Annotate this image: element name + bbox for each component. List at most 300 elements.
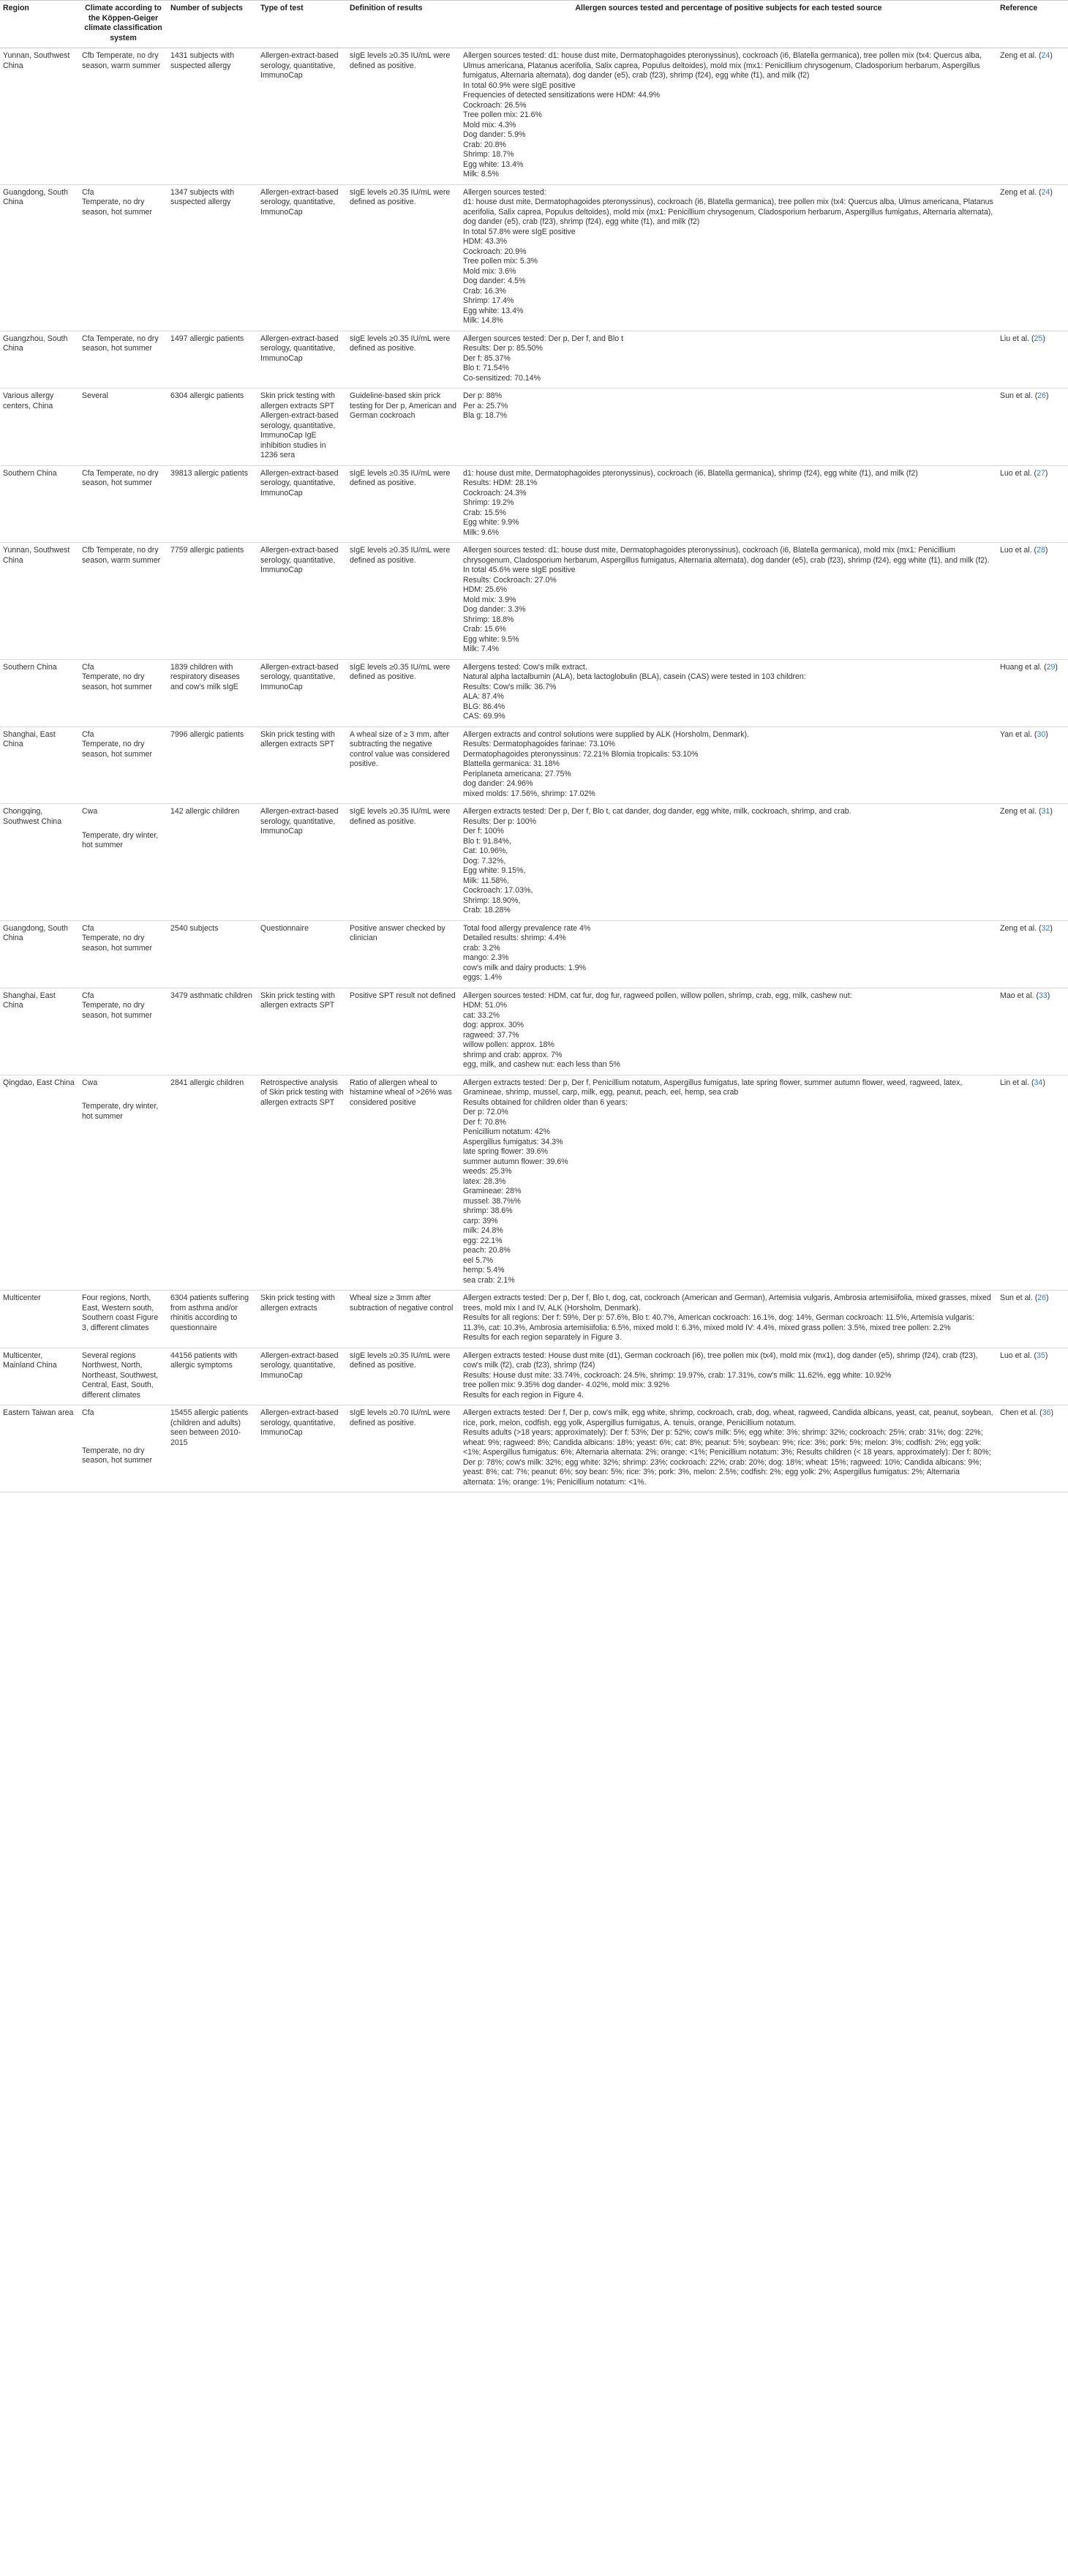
result-line: Der f: 100%	[463, 827, 504, 835]
climate-line: Cfa	[82, 923, 94, 933]
cell-subjects: 44156 patients with allergic symptoms	[168, 1348, 257, 1405]
table-body	[0, 48, 1068, 1492]
result-line: mango: 2.3%	[463, 953, 509, 962]
result-line: HDM: 43.3%	[463, 237, 508, 246]
cell-region: Shanghai, East China	[0, 988, 79, 1075]
cell-region: Various allergy centers, China	[0, 388, 79, 466]
table-row	[0, 1075, 1068, 1291]
climate-spacer	[82, 817, 165, 831]
climate-line: Cwa	[82, 1078, 98, 1087]
cell-definition: Ratio of allergen wheal to histamine wheal of >26% was considered positive	[347, 1075, 460, 1291]
cell-results	[460, 920, 997, 988]
cell-test-type: Skin prick testing with allergen extracts SPT	[257, 726, 347, 804]
result-line: Periplaneta americana: 27.75%	[463, 769, 571, 778]
result-line: Allergen sources tested:	[463, 187, 546, 197]
result-line: peach: 20.8%	[463, 1246, 511, 1255]
cell-test-type: Allergen-extract-based serology, quantitative, ImmunoCap	[257, 659, 347, 726]
reference-author: Huang et al. (	[1000, 662, 1047, 672]
cell-climate	[79, 543, 168, 660]
cell-reference	[997, 184, 1068, 331]
cell-definition: sIgE levels ≥0.35 IU/mL were defined as positive.	[347, 184, 460, 331]
cell-results	[460, 1405, 997, 1492]
climate-line: Cfa Temperate, no dry season, hot summer	[82, 468, 159, 487]
reference-author: Zeng et al. (	[1000, 923, 1042, 933]
result-line: Blo t: 71.54%	[463, 364, 510, 372]
result-line: Tree pollen mix: 21.6%	[463, 110, 542, 119]
climate-line: Temperate, no dry season, hot summer	[82, 672, 152, 691]
result-line: Results: Cow's milk: 36.7%	[463, 682, 557, 691]
cell-results	[460, 184, 997, 331]
result-line: Crab: 20.8%	[463, 140, 506, 149]
climate-line: Cwa	[82, 807, 98, 816]
reference-close: )	[1050, 51, 1053, 60]
result-line: Bla g: 18.7%	[463, 411, 508, 420]
result-line: In total 60.9% were sIgE positive	[463, 80, 576, 90]
cell-test-type: Allergen-extract-based serology, quantitative, ImmunoCap	[257, 48, 347, 185]
result-line: d1: house dust mite, Dermatophagoides pteronyssinus), cockroach (i6, Blatella germanica), tree pollen mix (tx4: Quercus alba, Ulmus americana, Platanus acerifolia, Salix caprea, Populus deltoides), mold mix (mx1: Penicillium chrysogenum, Cladosporium herbarum, Aspergillus fumigatus, Alternaria alternata), dog dander (e5), crab (f23), shrimp (f24), egg white (f1), and milk (f2)	[463, 198, 993, 226]
cell-definition: sIgE levels ≥0.35 IU/mL were defined as positive.	[347, 659, 460, 726]
result-line: sea crab: 2.1%	[463, 1275, 515, 1285]
reference-link[interactable]: 31	[1041, 807, 1050, 816]
result-line: Allergen extracts tested: House dust mite (d1), German cockroach (i6), tree pollen mix (tx4), mold mix (mx1), dog dander (e5), shrimp (f24), crab (f23), cow's milk (f2), crab (f23), shrimp (f24)	[463, 1351, 978, 1370]
result-line: Tree pollen mix: 5.3%	[463, 257, 538, 266]
cell-test-type: Allergen-extract-based serology, quantitative, ImmunoCap	[257, 1348, 347, 1405]
climate-line: Temperate, no dry season, hot summer	[82, 198, 152, 217]
reference-author: Chen et al. (	[1000, 1408, 1042, 1417]
table-row	[0, 1348, 1068, 1405]
header-test-type: Type of test	[257, 1, 347, 48]
cell-reference	[997, 1348, 1068, 1405]
cell-definition: sIgE levels ≥0.35 IU/mL were defined as positive.	[347, 1348, 460, 1405]
result-line: Cockroach: 26.5%	[463, 100, 527, 110]
cell-reference	[997, 726, 1068, 804]
result-line: Per a: 25.7%	[463, 401, 508, 410]
cell-definition: A wheal size of ≥ 3 mm, after subtracting the negative control value was considered positive.	[347, 726, 460, 804]
result-line: d1: house dust mite, Dermatophagoides pteronyssinus), cockroach (i6, Blatella germanica), shrimp (f24), egg white (f1), and milk (f2)	[463, 468, 918, 478]
result-line: CAS: 69.9%	[463, 712, 505, 721]
climate-line: Cfb Temperate, no dry season, warm summer	[82, 546, 161, 565]
result-line: Allergen sources tested: Der p, Der f, and Blo t	[463, 334, 624, 343]
climate-spacer	[82, 1419, 165, 1432]
result-line: Allergen extracts tested: Der p, Der f, Blo t, cat dander, dog dander, egg white, milk, cockroach, shrimp, and crab.	[463, 807, 851, 816]
result-line: Cockroach: 20.9%	[463, 247, 527, 256]
climate-line: Cfa	[82, 729, 94, 739]
cell-region: Chongqing, Southwest China	[0, 804, 79, 921]
table-row	[0, 465, 1068, 543]
reference-author: Zeng et al. (	[1000, 51, 1042, 60]
table-row	[0, 388, 1068, 466]
result-line: HDM: 51.0%	[463, 1001, 508, 1010]
cell-definition: sIgE levels ≥0.35 IU/mL were defined as positive.	[347, 331, 460, 388]
cell-reference	[997, 988, 1068, 1075]
reference-link[interactable]: 25	[1034, 334, 1043, 343]
reference-close: )	[1045, 546, 1048, 555]
table-row	[0, 184, 1068, 331]
cell-test-type: Allergen-extract-based serology, quantitative, ImmunoCap	[257, 184, 347, 331]
table-row	[0, 988, 1068, 1075]
result-line: Results: Der p: 100%	[463, 816, 537, 826]
result-line: Natural alpha lactalbumin (ALA), beta lactoglobulin (BLA), casein (CAS) were tested in 103 children:	[463, 672, 806, 681]
reference-close: )	[1050, 807, 1053, 816]
reference-author: Sun et al. (	[1000, 391, 1038, 400]
result-line: Results: HDM: 28.1%	[463, 478, 538, 487]
result-line: cat: 33.2%	[463, 1010, 500, 1020]
cell-subjects: 1497 allergic patients	[168, 331, 257, 388]
cell-test-type: Allergen-extract-based serology, quantitative, ImmunoCap	[257, 543, 347, 660]
climate-line: Four regions, North, East, Western south, Southern coast Figure 3, different climates	[82, 1293, 159, 1332]
cell-region: Guangdong, South China	[0, 920, 79, 988]
cell-test-type: Questionnaire	[257, 920, 347, 988]
result-line: Shrimp: 18.7%	[463, 150, 514, 159]
result-line: eggs: 1.4%	[463, 973, 503, 982]
reference-link[interactable]: 26	[1037, 391, 1047, 400]
result-line: Allergens tested: Cow's milk extract.	[463, 662, 587, 672]
cell-results	[460, 331, 997, 388]
result-line: Allergen sources tested: d1: house dust mite, Dermatophagoides pteronyssinus), cockroach (i6, Blatella germanica), mold mix (mx1: Penicillium chrysogenum, Cladosporium herbarum, Aspergillus fumigatus, Alternaria alternata), dog dander (e5), crab (f23), shrimp (f24), egg white (f1), and milk (f2).	[463, 546, 990, 565]
cell-reference	[997, 543, 1068, 660]
reference-author: Zeng et al. (	[1000, 187, 1042, 197]
result-line: Shrimp: 18.90%,	[463, 895, 521, 905]
reference-close: )	[1042, 334, 1045, 343]
reference-link[interactable]: 35	[1037, 1351, 1045, 1360]
result-line: Allergen extracts and control solutions were supplied by ALK (Horsholm, Denmark).	[463, 729, 749, 739]
result-line: Shrimp: 18.8%	[463, 615, 514, 624]
result-line: Dog dander: 4.5%	[463, 277, 526, 285]
reference-link[interactable]: 24	[1041, 187, 1050, 197]
reference-link[interactable]: 29	[1046, 662, 1056, 672]
result-line: dog: approx. 30%	[463, 1021, 524, 1029]
result-line: Detailed results: shrimp: 4.4%	[463, 934, 566, 942]
result-line: Shrimp: 17.4%	[463, 296, 514, 305]
result-line: milk: 24.8%	[463, 1226, 503, 1235]
cell-region: Shanghai, East China	[0, 726, 79, 804]
reference-close: )	[1045, 1351, 1048, 1360]
cell-results	[460, 543, 997, 660]
reference-link[interactable]: 36	[1042, 1408, 1051, 1417]
climate-line: Several regions Northwest, North, Northeast, Southwest, Central, East, South, different climates	[82, 1351, 159, 1400]
result-line: Allergen extracts tested: Der f, Der p, cow's milk, egg white, shrimp, cockroach, crab, dog, wheat, ragweed, Candida albicans, yeast, cat, peanut, soybean, rice, pork, melon, codfish, egg yolk, Aspergillus fumigatus, A. tenuis, orange, Penicillium notatum.	[463, 1408, 993, 1427]
result-line: In total 45.6% were sIgE positive	[463, 566, 576, 574]
result-line: mussel: 38.7%%	[463, 1196, 521, 1206]
climate-line: Cfa Temperate, no dry season, hot summer	[82, 334, 159, 353]
cell-test-type: Allergen-extract-based serology, quantitative, ImmunoCap	[257, 804, 347, 921]
cell-reference	[997, 920, 1068, 988]
reference-author: Yan et al. (	[1000, 729, 1037, 739]
result-line: Dog: 7.32%,	[463, 856, 506, 865]
result-line: Total food allergy prevalence rate 4%	[463, 923, 591, 933]
table-row	[0, 726, 1068, 804]
header-climate: Climate according to the Köppen-Geiger climate classification system	[79, 1, 168, 48]
result-line: Results: Dermatophagoides farinae: 73.10%	[463, 740, 615, 748]
cell-region: Southern China	[0, 465, 79, 543]
reference-link[interactable]: 33	[1039, 991, 1048, 1000]
result-line: Shrimp: 19.2%	[463, 498, 514, 507]
cell-results	[460, 988, 997, 1075]
reference-author: Mao et al. (	[1000, 991, 1039, 1000]
cell-results	[460, 48, 997, 185]
climate-line: Temperate, no dry season, hot summer	[82, 934, 152, 953]
result-line: Crab: 18.28%	[463, 906, 511, 915]
result-line: Egg white: 13.4%	[463, 159, 524, 169]
cell-reference	[997, 465, 1068, 543]
result-line: Crab: 16.3%	[463, 286, 506, 296]
cell-test-type: Skin prick testing with allergen extracts SPT Allergen-extract-based serology, quantitative, ImmunoCap IgE inhibition studies in 1236 sera	[257, 388, 347, 466]
result-line: Aspergillus fumigatus: 34.3%	[463, 1137, 563, 1146]
cell-subjects: 15455 allergic patients (children and adults) seen between 2010-2015	[168, 1405, 257, 1492]
result-line: Mold mix: 3.6%	[463, 266, 516, 276]
result-line: Results obtained for children older than 6 years:	[463, 1097, 628, 1107]
cell-definition: Wheal size ≥ 3mm after subtraction of negative control	[347, 1291, 460, 1348]
climate-line: Cfa	[82, 1408, 94, 1417]
cell-subjects: 2540 subjects	[168, 920, 257, 988]
cell-climate	[79, 48, 168, 185]
result-line: Gramineae: 28%	[463, 1187, 522, 1195]
reference-link[interactable]: 28	[1037, 546, 1045, 555]
reference-link[interactable]: 32	[1041, 923, 1050, 933]
result-line: Results: House dust mite: 33.74%, cockroach: 24.5%, shrimp: 19.97%, crab: 17.31%, cow's milk: 11.62%, egg white: 10.92%	[463, 1370, 892, 1380]
climate-line: Temperate, no dry season, hot summer	[82, 1446, 152, 1465]
table-row	[0, 1405, 1068, 1492]
reference-close: )	[1046, 391, 1049, 400]
reference-close: )	[1046, 1293, 1049, 1302]
result-line: Dog dander: 3.3%	[463, 605, 526, 614]
reference-link[interactable]: 30	[1037, 729, 1046, 739]
reference-author: Luo et al. (	[1000, 468, 1037, 478]
cell-subjects: 3479 asthmatic children	[168, 988, 257, 1075]
cell-region: Eastern Taiwan area	[0, 1405, 79, 1492]
cell-test-type: Retrospective analysis of Skin prick testing with allergen extracts SPT	[257, 1075, 347, 1291]
result-line: Milk: 11.58%,	[463, 876, 509, 885]
cell-region: Guangzhou, South China	[0, 331, 79, 388]
reference-author: Sun et al. (	[1000, 1293, 1038, 1302]
result-line: carp: 39%	[463, 1216, 498, 1225]
result-line: Milk: 7.4%	[463, 645, 499, 653]
table-row	[0, 331, 1068, 388]
climate-line: Cfa	[82, 991, 94, 1000]
climate-line: Several	[82, 391, 108, 400]
result-line: latex: 28.3%	[463, 1176, 506, 1186]
result-line: eel 5.7%	[463, 1255, 494, 1265]
cell-definition: sIgE levels ≥0.35 IU/mL were defined as positive.	[347, 465, 460, 543]
result-line: Dog dander: 5.9%	[463, 130, 526, 139]
cell-test-type: Allergen-extract-based serology, quantitative, ImmunoCap	[257, 331, 347, 388]
cell-reference	[997, 1075, 1068, 1291]
cell-reference	[997, 388, 1068, 466]
reference-close: )	[1055, 662, 1058, 672]
result-line: egg, milk, and cashew nut: each less than 5%	[463, 1060, 620, 1069]
result-line: Crab: 15.5%	[463, 508, 506, 517]
cell-definition: Positive answer checked by clinician	[347, 920, 460, 988]
cell-climate	[79, 804, 168, 921]
cell-climate	[79, 1291, 168, 1348]
table-row	[0, 48, 1068, 185]
result-line: Allergen sources tested: HDM, cat fur, dog fur, ragweed pollen, willow pollen, shrimp, crab, egg, milk, cashew nut:	[463, 991, 852, 1000]
result-line: In total 57.8% were sIgE positive	[463, 227, 576, 236]
result-line: Results: Cockroach: 27.0%	[463, 575, 557, 585]
result-line: Egg white: 9.9%	[463, 518, 519, 527]
cell-region: Qingdao, East China	[0, 1075, 79, 1291]
cell-region: Yunnan, Southwest China	[0, 48, 79, 185]
cell-definition: sIgE levels ≥0.70 IU/mL were defined as positive.	[347, 1405, 460, 1492]
climate-spacer	[82, 1432, 165, 1446]
result-line: Der p: 72.0%	[463, 1108, 508, 1116]
climate-line: Cfa	[82, 187, 94, 197]
cell-definition: sIgE levels ≥0.35 IU/mL were defined as positive.	[347, 48, 460, 185]
reference-link[interactable]: 26	[1037, 1293, 1047, 1302]
cell-results	[460, 465, 997, 543]
reference-close: )	[1045, 468, 1048, 478]
cell-climate	[79, 331, 168, 388]
cell-test-type: Skin prick testing with allergen extracts SPT	[257, 988, 347, 1075]
cell-reference	[997, 659, 1068, 726]
cell-climate	[79, 659, 168, 726]
result-line: Crab: 15.6%	[463, 625, 506, 634]
reference-close: )	[1050, 187, 1053, 197]
result-line: Results: Der p: 85.50%	[463, 344, 543, 353]
reference-link[interactable]: 34	[1034, 1078, 1043, 1087]
result-line: Milk: 8.5%	[463, 170, 499, 179]
climate-line: Cfb Temperate, no dry season, warm summer	[82, 51, 161, 70]
cell-region: Guangdong, South China	[0, 184, 79, 331]
cell-climate	[79, 1405, 168, 1492]
cell-test-type: Allergen-extract-based serology, quantitative, ImmunoCap	[257, 1405, 347, 1492]
cell-reference	[997, 804, 1068, 921]
cell-reference	[997, 1291, 1068, 1348]
reference-author: Luo et al. (	[1000, 546, 1037, 555]
cell-climate	[79, 920, 168, 988]
cell-results	[460, 388, 997, 466]
cell-subjects: 1431 subjects with suspected allergy	[168, 48, 257, 185]
reference-link[interactable]: 24	[1041, 51, 1050, 60]
climate-line: Temperate, dry winter, hot summer	[82, 830, 159, 849]
cell-subjects: 6304 patients suffering from asthma and/or rhinitis according to questionnaire	[168, 1291, 257, 1348]
cell-subjects: 6304 allergic patients	[168, 388, 257, 466]
result-line: Egg white: 9.15%,	[463, 866, 526, 875]
cell-definition: sIgE levels ≥0.35 IU/mL were defined as positive.	[347, 543, 460, 660]
cell-region: Multicenter, Mainland China	[0, 1348, 79, 1405]
result-line: Der f: 85.37%	[463, 353, 511, 363]
result-line: Dermatophagoides pteronyssinus: 72.21% Blomia tropicalis: 53.10%	[463, 749, 699, 759]
result-line: Cat: 10.96%,	[463, 846, 508, 855]
table-row	[0, 1291, 1068, 1348]
climate-line: Cfa	[82, 662, 94, 672]
result-line: BLG: 86.4%	[463, 702, 505, 711]
cell-subjects: 39813 allergic patients	[168, 465, 257, 543]
table-row	[0, 543, 1068, 660]
reference-link[interactable]: 27	[1037, 468, 1045, 478]
result-line: shrimp and crab: approx. 7%	[463, 1050, 563, 1059]
reference-close: )	[1045, 729, 1048, 739]
result-line: Mold mix: 4.3%	[463, 120, 516, 129]
cell-results	[460, 726, 997, 804]
header-row	[0, 1, 1068, 48]
reference-author: Lin et al. (	[1000, 1078, 1034, 1087]
result-line: Milk: 9.6%	[463, 527, 499, 537]
cell-subjects: 7996 allergic patients	[168, 726, 257, 804]
cell-climate	[79, 465, 168, 543]
table-row	[0, 920, 1068, 988]
reference-author: Liu et al. (	[1000, 334, 1034, 343]
cell-region: Yunnan, Southwest China	[0, 543, 79, 660]
cell-results	[460, 659, 997, 726]
result-line: crab: 3.2%	[463, 943, 500, 953]
cell-climate	[79, 988, 168, 1075]
header-reference: Reference	[997, 1, 1068, 48]
result-line: Frequencies of detected sensitizations were HDM: 44.9%	[463, 91, 661, 99]
result-line: Results for each region in Figure 4.	[463, 1390, 584, 1400]
result-line: Der p: 88%	[463, 391, 502, 400]
result-line: Results for each region separately in Figure 3.	[463, 1333, 622, 1342]
cell-definition: Positive SPT result not defined	[347, 988, 460, 1075]
climate-spacer	[82, 1088, 165, 1102]
result-line: Egg white: 13.4%	[463, 306, 524, 315]
result-line: Blo t: 91.84%,	[463, 836, 511, 846]
result-line: Cockroach: 24.3%	[463, 488, 527, 497]
result-line: Egg white: 9.5%	[463, 634, 519, 644]
reference-author: Zeng et al. (	[1000, 807, 1042, 816]
cell-reference	[997, 48, 1068, 185]
result-line: Results for all regions: Der f: 59%, Der p: 57.6%, Blo t: 40.7%, American cockroach: 16.1%, dog: 14%, German cockroach: 11.5%, Artemisia vulgaris: 11.3%, cat: 10.3%, Ambrosia artemisiifolia: 6.5%, mixed mold I: 6.3%, mixed mold IV: 4.4%, mixed grass pollen: 3.5%, mixed tree pollen: 2.2%	[463, 1313, 974, 1332]
result-line: shrimp: 38.6%	[463, 1206, 513, 1215]
result-line: Mold mix: 3.9%	[463, 595, 516, 604]
reference-close: )	[1047, 991, 1050, 1000]
cell-reference	[997, 331, 1068, 388]
cell-climate	[79, 726, 168, 804]
result-line: hemp: 5.4%	[463, 1266, 505, 1274]
cell-test-type: Allergen-extract-based serology, quantitative, ImmunoCap	[257, 465, 347, 543]
table-row	[0, 804, 1068, 921]
cell-subjects: 142 allergic children	[168, 804, 257, 921]
climate-line: Temperate, no dry season, hot summer	[82, 1001, 152, 1020]
result-line: cow's milk and dairy products: 1.9%	[463, 963, 587, 972]
header-region: Region	[0, 1, 79, 48]
result-line: Blattella germanica: 31.18%	[463, 759, 560, 768]
cell-climate	[79, 184, 168, 331]
result-line: tree pollen mix: 9.35% dog dander- 4.02%, mold mix: 3.92%	[463, 1381, 670, 1389]
cell-subjects: 1347 subjects with suspected allergy	[168, 184, 257, 331]
cell-results	[460, 1348, 997, 1405]
result-line: egg: 22.1%	[463, 1236, 503, 1245]
cell-test-type: Skin prick testing with allergen extracts	[257, 1291, 347, 1348]
result-line: Der f: 70.8%	[463, 1117, 506, 1127]
result-line: Milk: 14.8%	[463, 316, 503, 325]
cell-results	[460, 1075, 997, 1291]
cell-subjects: 2841 allergic children	[168, 1075, 257, 1291]
result-line: weeds: 25.3%	[463, 1167, 512, 1176]
header-results: Allergen sources tested and percentage of positive subjects for each tested source	[460, 1, 997, 48]
cell-definition: sIgE levels ≥0.35 IU/mL were defined as positive.	[347, 804, 460, 921]
result-line: HDM: 25.6%	[463, 585, 508, 594]
result-line: summer autumn flower: 39.6%	[463, 1157, 568, 1166]
result-line: Allergen sources tested: d1: house dust mite, Dermatophagoides pteronyssinus), cockroach (i6, Blatella germanica), tree pollen mix (tx4: Quercus alba, Ulmus americana, Platanus acerifolia, Salix caprea, Populus deltoides), mold mix (mx1: Penicillium chrysogenum, Cladosporium herbarum, Aspergillus fumigatus, Alternaria alternata), dog dander (e5), crab (f23), shrimp (f24), egg white (f1), and milk (f2)	[463, 51, 982, 80]
cell-results	[460, 1291, 997, 1348]
reference-close: )	[1050, 1408, 1054, 1417]
cell-definition: Guideline-based skin prick testing for Der p, American and German cockroach	[347, 388, 460, 466]
cell-climate	[79, 1075, 168, 1291]
reference-close: )	[1050, 923, 1053, 933]
climate-line: Temperate, no dry season, hot summer	[82, 740, 152, 759]
result-line: mixed molds: 17.56%, shrimp: 17.02%	[463, 789, 595, 798]
cell-climate	[79, 388, 168, 466]
result-line: Allergen extracts tested: Der p, Der f, Penicillium notatum, Aspergillus fumigatus, late spring flower, summer autumn flower, weed, ragweed, latex, Gramineae, shrimp, mussel, carp, milk, egg, peanut, peach, eel, hemp, sea crab	[463, 1078, 963, 1097]
cell-subjects: 1839 children with respiratory diseases and cow's milk sIgE	[168, 659, 257, 726]
result-line: Results adults (>18 years; approximately): Der f: 53%; Der p: 52%; cow's milk: 5%; egg white: 3%; shrimp: 32%; cockroach: 25%; crab: 31%; dog: 22%; wheat: 9%; ragweed: 8%; Candida albicans: 18%; yeast: 6%; cat: 8%; peanut: 5%; soybean: 9%; rice: 3%; pork: 5%; melon: 3%; codfish: 2%; egg yolk: <1%; Aspergillus fumigatus: 6%; Alternaria alternata: 2%; orange: <1%; Penicillium notatum: 3%; Results children (< 18 years, approximately): Der f: 80%; Der p: 78%; cow's milk: 32%; egg white: 32%; shrimp: 23%; cockroach: 22%; crab: 20%; dog: 18%; wheat: 15%; ragweed: 10%; Candida albicans: 9%; yeast: 8%; cat: 7%; peanut: 6%; soy bean: 5%; rice: 3%; pork: 3%, melon: 2.5%; codfish: 2%; egg yolk: 2%; Aspergillus fumigatus: 2%; Alternaria alternata: 1%; orange: 1%; Penicillium notatum: <1%.	[463, 1428, 991, 1487]
cell-results	[460, 804, 997, 921]
result-line: late spring flower: 39.6%	[463, 1147, 549, 1156]
cell-climate	[79, 1348, 168, 1405]
result-line: Penicillium notatum: 42%	[463, 1127, 550, 1136]
cell-reference	[997, 1405, 1068, 1492]
